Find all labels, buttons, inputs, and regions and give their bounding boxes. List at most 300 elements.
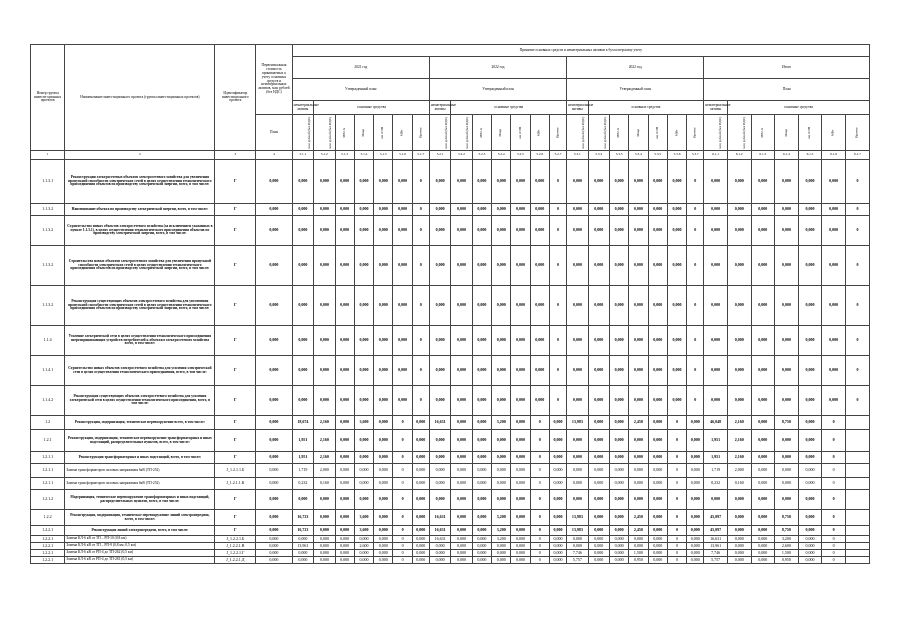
row-value-cell: 0 <box>667 526 686 536</box>
row-value-cell: 0,000 <box>549 490 566 510</box>
row-value-cell: 0,000 <box>511 478 530 490</box>
row-value-cell: 0 <box>530 510 549 526</box>
row-value-cell: 0,000 <box>549 536 566 543</box>
row-value-cell: 13,983 <box>567 416 588 430</box>
row-value-cell: 0,000 <box>588 356 609 386</box>
row-value-cell: 0,000 <box>354 452 373 464</box>
row-value-cell: 0,000 <box>292 286 313 326</box>
row-value-cell: 0,000 <box>374 160 393 204</box>
row-value-cell: 0,000 <box>335 510 354 526</box>
header-sub-label: МВт <box>674 129 679 136</box>
row-value-cell: 0,000 <box>648 543 667 550</box>
header-cost-plan: План <box>256 115 292 151</box>
row-value-cell: 0,000 <box>567 430 588 452</box>
row-value-cell: 0,000 <box>588 543 609 550</box>
row-value-cell: 0,000 <box>609 550 628 557</box>
row-value-cell: 0,000 <box>492 557 511 564</box>
row-value-cell: 0,000 <box>511 536 530 543</box>
row-value-cell: 0,000 <box>292 216 313 246</box>
header-nma-total: нематериальные активы <box>704 101 728 115</box>
row-value-cell: 0,000 <box>567 490 588 510</box>
row-value-cell: 0,000 <box>727 550 751 557</box>
header-sub-label: млн рублей (без НДС) <box>602 116 607 149</box>
row-empty-cell <box>845 430 869 452</box>
header-project-id: Идентификатор инвестиционного проекта <box>215 45 256 151</box>
row-value-cell: 2,000 <box>727 464 751 478</box>
row-value-cell: 0 <box>822 536 846 543</box>
row-value-cell: 0 <box>845 356 869 386</box>
header-sub-y3-3 <box>629 115 648 151</box>
column-number: 5.1.2 <box>314 151 335 160</box>
row-value-cell: 0,000 <box>629 452 648 464</box>
row-value-cell: 0,000 <box>314 286 335 326</box>
row-value-cell: 0 <box>687 160 704 204</box>
row-value-cell: 0,000 <box>609 478 628 490</box>
row-value-cell: 1,719 <box>704 464 728 478</box>
row-empty-cell <box>845 543 869 550</box>
row-value-cell: 0,000 <box>374 464 393 478</box>
row-value-cell: 0,000 <box>335 478 354 490</box>
header-sub-label: млн рублей (без НДС) <box>306 116 311 149</box>
row-number: 1.1.3.2 <box>31 246 65 286</box>
row-value-cell: 0,000 <box>775 356 799 386</box>
row-value-cell: 0,000 <box>629 246 648 286</box>
row-value-cell: 0,000 <box>314 326 335 356</box>
row-value-cell: 2,450 <box>629 526 648 536</box>
column-number: 2 <box>65 151 215 160</box>
row-value-cell: 0,000 <box>429 550 450 557</box>
row-value-cell: 0,000 <box>798 416 822 430</box>
column-number: 5.2.6 <box>530 151 549 160</box>
row-value-cell: 0,000 <box>798 464 822 478</box>
table-row <box>31 536 870 543</box>
row-value-cell: 0,000 <box>629 386 648 416</box>
table-row <box>31 430 870 452</box>
row-value-cell: 1,951 <box>292 452 313 464</box>
row-initial-cost: 0,000 <box>256 430 292 452</box>
row-value-cell: 0 <box>549 160 566 204</box>
row-value-cell: 0,000 <box>609 326 628 356</box>
row-value-cell: 0,000 <box>530 204 549 216</box>
row-value-cell: 0 <box>530 557 549 564</box>
row-value-cell: 0,000 <box>335 490 354 510</box>
header-sub-y1-4 <box>374 115 393 151</box>
header-nma-3: нематериальные активы <box>567 101 588 115</box>
row-value-cell: 0,000 <box>292 490 313 510</box>
row-value-cell: 0,000 <box>588 430 609 452</box>
row-value-cell: 0 <box>393 536 412 543</box>
row-value-cell: 0,000 <box>609 246 628 286</box>
row-value-cell: 0,000 <box>374 416 393 430</box>
row-value-cell: 0 <box>412 204 429 216</box>
row-value-cell: 0 <box>845 386 869 416</box>
row-value-cell: 0 <box>530 478 549 490</box>
row-value-cell: 0 <box>687 246 704 286</box>
row-value-cell: 0 <box>549 356 566 386</box>
row-value-cell: 0,000 <box>412 536 429 543</box>
row-project-id: Г <box>215 326 256 356</box>
row-value-cell: 0,000 <box>822 204 846 216</box>
header-sub-total-6 <box>845 115 869 151</box>
row-value-cell: 0,000 <box>374 478 393 490</box>
row-value-cell: 45,097 <box>704 526 728 536</box>
row-value-cell: 2,160 <box>314 430 335 452</box>
row-value-cell: 0,000 <box>727 356 751 386</box>
row-value-cell: 0,000 <box>451 526 472 536</box>
header-sub-total-0 <box>704 115 728 151</box>
header-initial-cost: Первоначальная стоимость принимаемых к учету основных средств и нематериальных активов, млн рублей (без НДС) <box>256 45 292 115</box>
row-number: 1.2.2.1 <box>31 536 65 543</box>
row-value-cell: 0,000 <box>530 326 549 356</box>
table-row <box>31 216 870 246</box>
row-project-name: Строительство новых объектов электросетевого хозяйства (за исключением указанных в пункте 1.1.3.1), в целях осуществления технологического присоединения объектов по производству электрической энергии, всего, в том числе: <box>65 216 215 246</box>
row-value-cell: 0,000 <box>511 386 530 416</box>
row-value-cell: 0,000 <box>629 543 648 550</box>
header-os-3: основные средства <box>588 101 704 115</box>
row-value-cell: 0,000 <box>648 204 667 216</box>
header-plan-3: Утвержденный план <box>567 79 704 101</box>
row-value-cell: 0,000 <box>335 464 354 478</box>
row-value-cell: 5,757 <box>704 557 728 564</box>
row-value-cell: 0,000 <box>629 160 648 204</box>
row-value-cell: 0,000 <box>798 543 822 550</box>
row-value-cell: 0,000 <box>751 452 775 464</box>
row-project-id: J_1.2.2.1.В <box>215 543 256 550</box>
row-value-cell: 0,000 <box>822 326 846 356</box>
row-value-cell: 0,000 <box>451 490 472 510</box>
row-project-name: Наименование объекта по производству электрической энергии, всего, в том числе: <box>65 204 215 216</box>
column-number: 5.2.3 <box>472 151 491 160</box>
row-value-cell: 0,000 <box>354 216 373 246</box>
row-value-cell: 0,000 <box>648 490 667 510</box>
row-initial-cost: 0,000 <box>256 543 292 550</box>
row-value-cell: 0,000 <box>629 356 648 386</box>
row-value-cell: 0,000 <box>393 246 412 286</box>
row-value-cell: 0,000 <box>629 216 648 246</box>
row-value-cell: 0,000 <box>648 430 667 452</box>
column-number: 5.3.5 <box>648 151 667 160</box>
row-project-id: Г <box>215 246 256 286</box>
row-value-cell: 0,000 <box>727 543 751 550</box>
row-value-cell: 0,000 <box>704 286 728 326</box>
row-value-cell: 0,000 <box>429 543 450 550</box>
row-number: 1.2.2.1 <box>31 550 65 557</box>
row-value-cell: 0 <box>845 160 869 204</box>
header-sub-y3-1 <box>588 115 609 151</box>
row-value-cell: 0,000 <box>292 204 313 216</box>
row-value-cell: 0 <box>822 510 846 526</box>
row-value-cell: 0 <box>393 510 412 526</box>
column-number: 1 <box>31 151 65 160</box>
row-initial-cost: 0,000 <box>256 557 292 564</box>
row-value-cell: 0,000 <box>492 490 511 510</box>
column-number: 4 <box>256 151 292 160</box>
row-value-cell: 0,000 <box>704 326 728 356</box>
row-value-cell: 0,000 <box>393 160 412 204</box>
row-value-cell: 0,000 <box>704 204 728 216</box>
header-sub-total-5 <box>822 115 846 151</box>
row-value-cell: 0,000 <box>751 160 775 204</box>
row-project-id: Г <box>215 416 256 430</box>
row-project-name: Реконструкция, модернизация, техническое перевооружение линий электропередачи, всего, в том числе: <box>65 510 215 526</box>
row-number: 1.2.1.1 <box>31 478 65 490</box>
row-value-cell: 8,750 <box>775 416 799 430</box>
row-value-cell: 0 <box>822 543 846 550</box>
row-value-cell: 0,000 <box>751 550 775 557</box>
table-row <box>31 526 870 536</box>
row-value-cell: 1,500 <box>775 550 799 557</box>
row-value-cell: 0,000 <box>335 452 354 464</box>
row-value-cell: 0 <box>822 526 846 536</box>
row-value-cell: 0,000 <box>472 464 491 478</box>
header-sub-total-2 <box>751 115 775 151</box>
column-number: 5.1.6 <box>393 151 412 160</box>
row-value-cell: 0,000 <box>472 246 491 286</box>
row-value-cell: 3,600 <box>354 510 373 526</box>
row-value-cell: 0,000 <box>511 160 530 204</box>
row-value-cell: 0,000 <box>648 356 667 386</box>
row-value-cell: 0,000 <box>451 204 472 216</box>
row-empty-cell <box>845 526 869 536</box>
row-value-cell: 0,000 <box>492 356 511 386</box>
header-sub-total-4 <box>798 115 822 151</box>
row-value-cell: 0,000 <box>429 386 450 416</box>
row-value-cell: 0,000 <box>335 204 354 216</box>
row-project-id: Г <box>215 216 256 246</box>
row-value-cell: 0 <box>845 286 869 326</box>
row-value-cell: 0,000 <box>511 356 530 386</box>
row-value-cell: 0,000 <box>451 246 472 286</box>
row-value-cell: 0,000 <box>687 557 704 564</box>
row-value-cell: 0 <box>530 536 549 543</box>
row-value-cell: 0,000 <box>292 386 313 416</box>
row-project-name: Строительство новых объектов электросетевого хозяйства для усиления электрической сети в целях осуществления технологического присоединения, всего, в том числе: <box>65 356 215 386</box>
header-sub-label: Прочее <box>854 127 859 138</box>
row-project-id: J_1.2.1.1.Б <box>215 464 256 478</box>
row-empty-cell <box>845 478 869 490</box>
row-value-cell: 0,000 <box>314 510 335 526</box>
row-value-cell: 13,961 <box>292 543 313 550</box>
row-value-cell: 0,000 <box>511 246 530 286</box>
header-sub-label: МВ×А <box>760 127 765 138</box>
row-value-cell: 0,000 <box>354 478 373 490</box>
row-value-cell: 0 <box>393 550 412 557</box>
row-value-cell: 0,000 <box>727 246 751 286</box>
header-sub-y1-0 <box>292 115 313 151</box>
row-value-cell: 0,000 <box>751 490 775 510</box>
header-sub-label: км ЛЭП <box>654 126 659 139</box>
row-value-cell: 0,000 <box>374 246 393 286</box>
row-value-cell: 0,000 <box>511 557 530 564</box>
row-project-id: Г <box>215 356 256 386</box>
row-value-cell: 0,000 <box>429 246 450 286</box>
row-value-cell: 0 <box>822 416 846 430</box>
row-value-cell: 0,000 <box>492 430 511 452</box>
table-row <box>31 452 870 464</box>
row-value-cell: 0,000 <box>314 550 335 557</box>
row-project-id: Г <box>215 204 256 216</box>
row-value-cell: 0,000 <box>609 216 628 246</box>
row-value-cell: 0,000 <box>751 386 775 416</box>
row-value-cell: 0,000 <box>492 216 511 246</box>
row-value-cell: 0,000 <box>751 543 775 550</box>
row-value-cell: 0,000 <box>751 356 775 386</box>
row-value-cell: 3,200 <box>492 526 511 536</box>
table-row <box>31 464 870 478</box>
header-sub-y2-2 <box>472 115 491 151</box>
column-number: 5.3.2 <box>588 151 609 160</box>
row-value-cell: 0,000 <box>648 536 667 543</box>
row-value-cell: 0,000 <box>609 526 628 536</box>
row-value-cell: 0,000 <box>704 356 728 386</box>
header-sub-y1-2 <box>335 115 354 151</box>
row-value-cell: 0,000 <box>412 550 429 557</box>
row-value-cell: 0 <box>549 326 566 356</box>
row-value-cell: 0 <box>549 216 566 246</box>
row-value-cell: 0,000 <box>451 160 472 204</box>
row-value-cell: 0,000 <box>530 216 549 246</box>
row-value-cell: 0 <box>393 557 412 564</box>
row-value-cell: 0,232 <box>704 478 728 490</box>
row-value-cell: 0,000 <box>393 356 412 386</box>
row-value-cell: 0 <box>549 386 566 416</box>
row-number: 1.2.1.2 <box>31 490 65 510</box>
row-value-cell: 0,000 <box>822 160 846 204</box>
row-value-cell: 0,000 <box>354 356 373 386</box>
row-value-cell: 0 <box>667 490 686 510</box>
row-value-cell: 0,000 <box>588 490 609 510</box>
row-value-cell: 0,000 <box>472 478 491 490</box>
row-value-cell: 0,000 <box>451 550 472 557</box>
row-value-cell: 0,000 <box>492 286 511 326</box>
row-number: 1.1.4.1 <box>31 356 65 386</box>
row-value-cell: 0,000 <box>609 386 628 416</box>
row-project-id: J_1.2.2.1.Б <box>215 536 256 543</box>
row-value-cell: 0,000 <box>549 526 566 536</box>
row-empty-cell <box>845 464 869 478</box>
row-value-cell: 0,000 <box>775 286 799 326</box>
row-value-cell: 0,000 <box>751 216 775 246</box>
row-value-cell: 0,000 <box>567 386 588 416</box>
row-value-cell: 0,000 <box>412 416 429 430</box>
header-nma-1: нематериальные активы <box>292 101 313 115</box>
row-value-cell: 0 <box>549 286 566 326</box>
row-value-cell: 0,000 <box>798 160 822 204</box>
row-value-cell: 0,000 <box>687 543 704 550</box>
header-sub-y2-3 <box>492 115 511 151</box>
row-value-cell: 0,000 <box>588 478 609 490</box>
row-value-cell: 0,000 <box>588 386 609 416</box>
column-number: 6.1.4 <box>775 151 799 160</box>
row-value-cell: 0,000 <box>472 430 491 452</box>
row-value-cell: 0,000 <box>549 557 566 564</box>
column-number: 5.3.6 <box>667 151 686 160</box>
row-value-cell: 0 <box>393 526 412 536</box>
column-number: 5.2.1 <box>429 151 450 160</box>
row-value-cell: 0,000 <box>412 430 429 452</box>
row-value-cell: 0,000 <box>798 452 822 464</box>
row-value-cell: 0,000 <box>648 510 667 526</box>
row-value-cell: 0,000 <box>648 160 667 204</box>
table-row <box>31 326 870 356</box>
row-value-cell: 0,000 <box>492 246 511 286</box>
row-value-cell: 0,000 <box>314 356 335 386</box>
table-row <box>31 550 870 557</box>
row-value-cell: 0,000 <box>314 204 335 216</box>
header-year-2: 2022 год <box>429 57 566 79</box>
row-value-cell: 0,000 <box>314 557 335 564</box>
row-value-cell: 0,000 <box>727 510 751 526</box>
row-project-name: Замена КЛ-6 кВ от РП-4 до ТП-281 (0,5 км) <box>65 557 215 564</box>
row-value-cell: 0,000 <box>451 356 472 386</box>
row-value-cell: 0,000 <box>588 286 609 326</box>
row-value-cell: 0,000 <box>451 543 472 550</box>
header-plan-total: План <box>704 79 870 101</box>
row-value-cell: 0,000 <box>492 550 511 557</box>
header-sub-label: млн рублей (без НДС) <box>742 116 747 149</box>
header-group-number: Номер группы инвести-ционных проектов <box>31 45 65 151</box>
row-number: 1.2.2 <box>31 510 65 526</box>
table-row <box>31 286 870 326</box>
row-project-name: Реконструкция, модернизация, техническое перевооружение всего, в том числе: <box>65 416 215 430</box>
header-os-2: основные средства <box>451 101 567 115</box>
header-sub-label: млн рублей (без НДС) <box>465 116 470 149</box>
header-sub-label: МВт <box>830 129 835 136</box>
row-value-cell: 0,000 <box>354 286 373 326</box>
row-value-cell: 2,000 <box>314 464 335 478</box>
row-value-cell: 0,000 <box>354 160 373 204</box>
row-value-cell: 2,160 <box>314 416 335 430</box>
row-value-cell: 0 <box>530 430 549 452</box>
row-value-cell: 0 <box>845 216 869 246</box>
row-value-cell: 0,000 <box>609 286 628 326</box>
row-value-cell: 0 <box>687 356 704 386</box>
row-value-cell: 0,000 <box>648 216 667 246</box>
row-value-cell: 0,000 <box>511 430 530 452</box>
row-value-cell: 0,000 <box>472 416 491 430</box>
row-value-cell: 0 <box>687 204 704 216</box>
row-value-cell: 0,000 <box>429 478 450 490</box>
row-value-cell: 0,000 <box>609 464 628 478</box>
column-number: 5.1.1 <box>292 151 313 160</box>
row-value-cell: 18,674 <box>292 416 313 430</box>
row-value-cell: 0,000 <box>798 536 822 543</box>
row-value-cell: 0,000 <box>374 430 393 452</box>
row-value-cell: 0,000 <box>549 430 566 452</box>
row-number: 1.1.3.2 <box>31 216 65 246</box>
row-value-cell: 0,000 <box>374 326 393 356</box>
row-value-cell: 0,000 <box>549 510 566 526</box>
row-value-cell: 0,000 <box>567 326 588 356</box>
row-value-cell: 0,000 <box>775 386 799 416</box>
row-project-id: Г <box>215 386 256 416</box>
row-value-cell: 0,000 <box>429 356 450 386</box>
table-row <box>31 246 870 286</box>
row-project-id: J_1.2.1.1.К <box>215 478 256 490</box>
row-value-cell: 0,000 <box>609 536 628 543</box>
row-value-cell: 0 <box>687 386 704 416</box>
row-value-cell: 0,000 <box>704 216 728 246</box>
table-row <box>31 204 870 216</box>
header-sub-total-3 <box>775 115 799 151</box>
row-value-cell: 0,000 <box>609 416 628 430</box>
row-value-cell: 0,000 <box>472 204 491 216</box>
row-value-cell: 0,000 <box>412 510 429 526</box>
row-value-cell: 0,000 <box>374 356 393 386</box>
header-sub-y1-3 <box>354 115 373 151</box>
header-nma-2: нематериальные активы <box>429 101 450 115</box>
header-sub-y2-5 <box>530 115 549 151</box>
